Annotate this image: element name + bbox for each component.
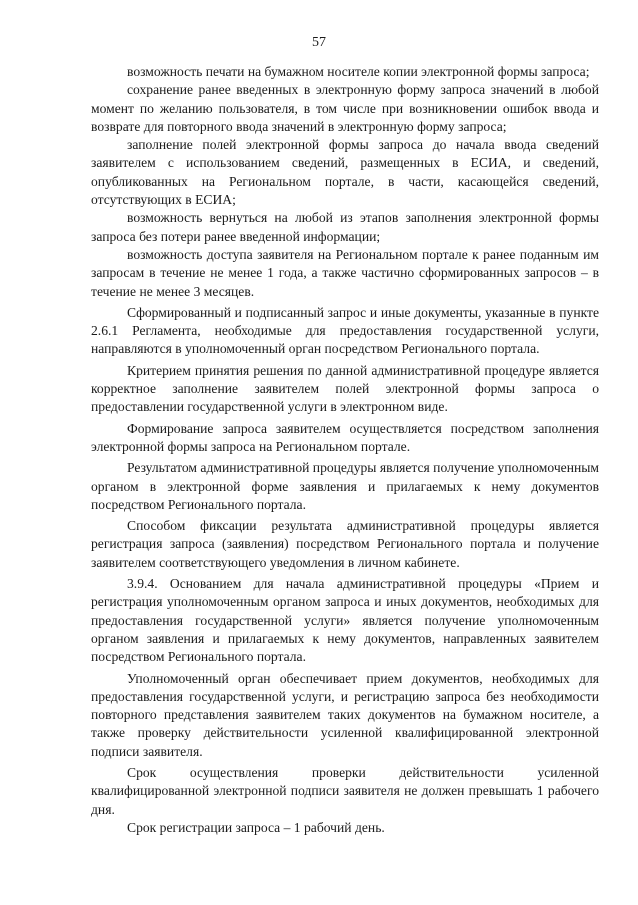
paragraph: сохранение ранее введенных в электронную форму запроса значений в любой момент по желанию пользователя, в том числе при возникновении ошибок ввода и возврате для повторного ввода значений в электронную форму запроса; (91, 82, 599, 134)
paragraph: Результатом административной процедуры является получение уполномоченным органом в электронной форме заявления и прилагаемых к нему документов посредством Регионального портала. (91, 460, 599, 512)
paragraph: возможность печати на бумажном носителе копии электронной формы запроса; (127, 64, 590, 79)
page-number: 57 (312, 35, 326, 50)
paragraph: Способом фиксации результата административной процедуры является регистрация запроса (заявления) посредством Регионального портала и получение заявителем соответствующего уведомления в личном кабинете. (91, 518, 599, 570)
paragraph: Срок регистрации запроса – 1 рабочий день. (127, 819, 385, 835)
paragraph: Уполномоченный орган обеспечивает прием документов, необходимых для предоставления государственной услуги, и регистрацию запроса без необходимости повторного представления заявителем таких документов на бумажном носителе, а также проверку действительности усиленной квалифицированной электронной подписи заявителя. (91, 670, 599, 759)
paragraph: заполнение полей электронной формы запроса до начала ввода сведений заявителем с использованием сведений, размещенных в ЕСИА, и сведений, опубликованных на Региональном портале, в части, касающейся сведений, отсутствующих в ЕСИА; (91, 137, 599, 208)
paragraph: Срок осуществления проверки действительности усиленной квалифицированной электронной подписи заявителя не должен превышать 1 рабочего дня. (91, 764, 599, 817)
paragraph: возможность доступа заявителя на Региональном портале к ранее поданным им запросам в течение не менее 1 года, а также частично сформированных запросов – в течение не менее 3 месяцев. (91, 246, 599, 299)
paragraph: 3.9.4. Основанием для начала административной процедуры «Прием и регистрация уполномоченным органом запроса и иных документов, необходимых для предоставления государственной услуги» является получение уполномоченным органом заявления и прилагаемых к нему документов, направленных заявителем посредством Регионального портала. (91, 576, 599, 665)
paragraph: возможность вернуться на любой из этапов заполнения электронной формы запроса без потери ранее введенной информации; (91, 210, 599, 244)
paragraph: Сформированный и подписанный запрос и иные документы, указанные в пункте 2.6.1 Регламента, необходимые для предоставления государственной услуги, направляются в уполномоченный орган посредством Регионального портала. (91, 304, 599, 357)
paragraph: Критерием принятия решения по данной административной процедуре является корректное заполнение заявителем полей электронной формы запроса о предоставлении государственной услуги в электронном виде. (91, 362, 599, 415)
paragraph: Формирование запроса заявителем осуществляется посредством заполнения электронной формы запроса на Региональном портале. (91, 420, 599, 454)
document-body (91, 63, 599, 837)
